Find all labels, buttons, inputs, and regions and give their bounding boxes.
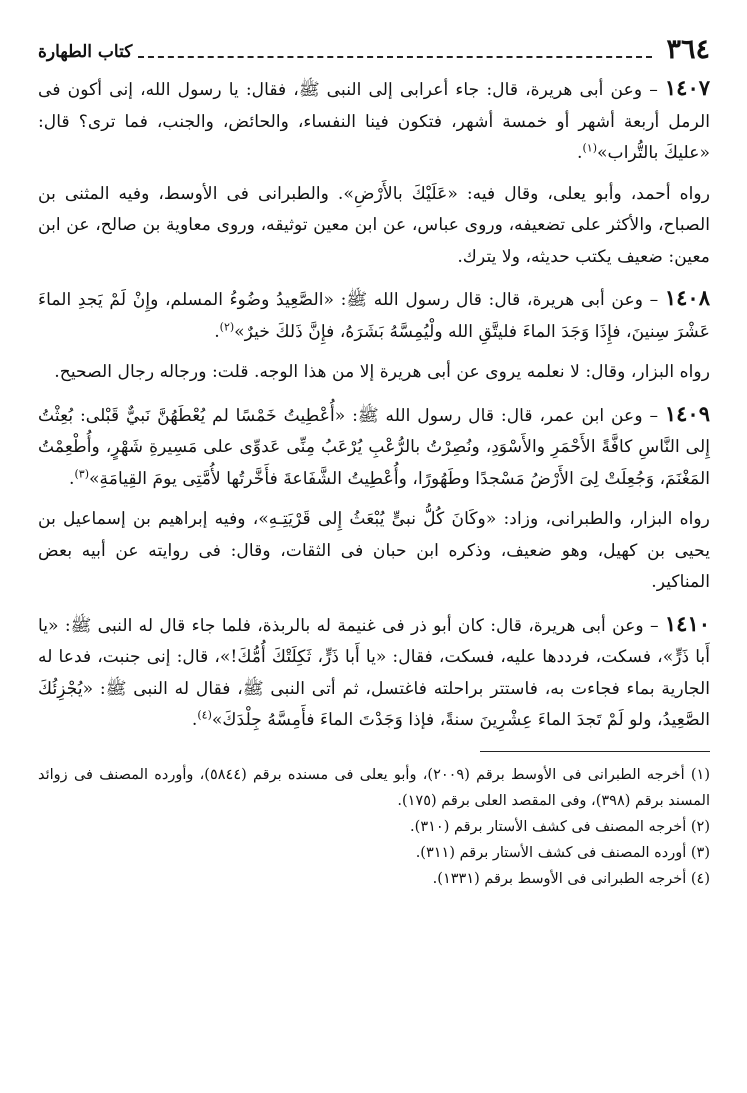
footnote-ref: (٢) [219, 319, 235, 333]
hadith-paragraph [38, 398, 710, 496]
footnote-divider [480, 751, 710, 752]
footnote-ref: (٤) [197, 708, 212, 722]
paragraph-tail: . [214, 321, 220, 342]
commentary-paragraph [38, 179, 710, 274]
footnote: (٢) أخرجه المصنف فى كشف الأستار برقم (٣١٠). [410, 818, 710, 835]
paragraph-tail: . [69, 468, 75, 489]
footnote-ref: (٣) [74, 466, 90, 480]
paragraph-text: رواه أحمد، وأبو يعلى، وقال فيه: «عَلَيْكَ بالأَرْضِ». والطبرانى فى الأوسط، وفيه المثنى بن الصباح، والأكثر على تضعيفه، وروى عباس، عن ابن معين توثيقه، وروى معاوية بن صالح، عن ابن معين: ضعيف يكتب حديثه، ولا يترك. [38, 183, 710, 267]
page [38, 30, 710, 892]
hadith-paragraph [38, 72, 710, 170]
footnote-ref: (١) [582, 141, 597, 155]
commentary-paragraph [38, 357, 710, 389]
hadith-number: ١٤٠٩ [664, 400, 710, 426]
paragraph-text: رواه البزار، والطبرانى، وزاد: «وكَانَ كُلُّ نبىٍّ يُبْعَثُ إِلى قَرْيَتِـهِ»، وفيه إبراهيم بن إسماعيل بن يحيى بن كهيل، وهو ضعيف، وذكره ابن حبان فى الثقات، وقال: فى روايته عن أبيه بعض المناكير. [38, 509, 710, 592]
paragraph-text: – وعن أبى هريرة، قال: كان أبو ذر فى غنيمة له بالربذة، فلما جاء قال له النبى ﷺ: «يا أَبا ذَرٍّ»، فسكت، فرددها عليه، فسكت، فقال: «يا أَبا ذَرٍّ، ثَكِلَتْكَ أُمُّكَ!»، قال: إنى جنبت، فدعا له الجارية بماء فجاءت به، فاستتر براحلته فاغتسل، ثم أتى النبى ﷺ، فقال له النبى ﷺ: «يُجْزِئُكَ الصَّعِيدُ، ولو لَمْ تَجدَ الماءَ عِشْرِينَ سنةً، فإذا وَجَدْتَ الماءَ فأَمِسَّهُ جِلْدَكَ» [38, 615, 710, 730]
paragraph-text: رواه البزار، وقال: لا نعلمه يروى عن أبى هريرة إلا من هذا الوجه. قلت: ورجاله رجال الصحيح. [54, 362, 710, 382]
header-dashed-rule [138, 56, 652, 58]
paragraph-text: – وعن أبى هريرة، قال: جاء أعرابى إلى النبى ﷺ، فقال: يا رسول الله، إنى أكون فى الرمل أربعة أشهر أو خمسة أشهر، فتكون فينا النفساء، والحائض، والجنب، فما ترى؟ قال: «عليكَ بالتُّراب» [38, 80, 710, 163]
paragraph-tail: . [191, 710, 198, 730]
book-title: كتاب الطهارة [38, 42, 133, 62]
footnote: (١) أخرجه الطبرانى فى الأوسط برقم (٢٠٠٩)، وأبو يعلى فى مسنده برقم (٥٨٤٤)، وأورده المصنف فى زوائد المسند برقم (٣٩٨)، وفى المقصد العلى برقم (١٧٥). [38, 766, 710, 809]
footnote: (٣) أورده المصنف فى كشف الأستار برقم (٣١١). [415, 844, 710, 861]
paragraph-tail: . [577, 143, 583, 163]
hadith-number: ١٤٠٨ [664, 285, 710, 310]
hadith-number: ١٤١٠ [664, 610, 711, 636]
page-header [38, 30, 710, 64]
main-text [38, 72, 710, 737]
hadith-number: ١٤٠٧ [664, 75, 711, 100]
paragraph-text: – وعن أبى هريرة، قال: قال رسول الله ﷺ: «الصَّعِيدُ وضُوءُ المسلم، وإِنْ لَمْ يَجدِ الماءَ عَشْرَ سِنينَ، فإِذَا وَجَدَ الماءَ فليتَّقِ الله ولْيُمِسَّهُ بَشَرَهُ، فإِنَّ ذَلكَ خيرٌ» [38, 290, 710, 342]
page-number: ٣٦٤ [666, 34, 710, 65]
commentary-paragraph [38, 504, 710, 599]
footnotes [38, 762, 710, 892]
hadith-paragraph [38, 608, 710, 737]
footnote: (٤) أخرجه الطبرانى فى الأوسط برقم (١٣٣١). [432, 870, 710, 887]
hadith-paragraph [38, 282, 710, 348]
paragraph-text: – وعن ابن عمر، قال: قال رسول الله ﷺ: «أُعْطِيتُ خَمْسًا لم يُعْطَهُنَّ نَبيٌّ قَبْلى: بُعِثْتُ إِلى النَّاسِ كافَّةً الأَحْمَرِ والأَسْوَدِ، ونُصِرْتُ بالرُّعْبِ يُرْعَبُ مِنِّى عَدوِّى على مَسِيرةِ شَهْرٍ، وأُطْعِمْتُ المَغْنَمَ، وَجُعِلَتْ لِىَ الأَرْضُ مَسْجدًا وطَهُورًا، وأُعْطِيتُ الشَّفَاعةَ فأَخَّرتُها لأُمَّتِى يومَ القِيامَةِ» [38, 405, 710, 489]
